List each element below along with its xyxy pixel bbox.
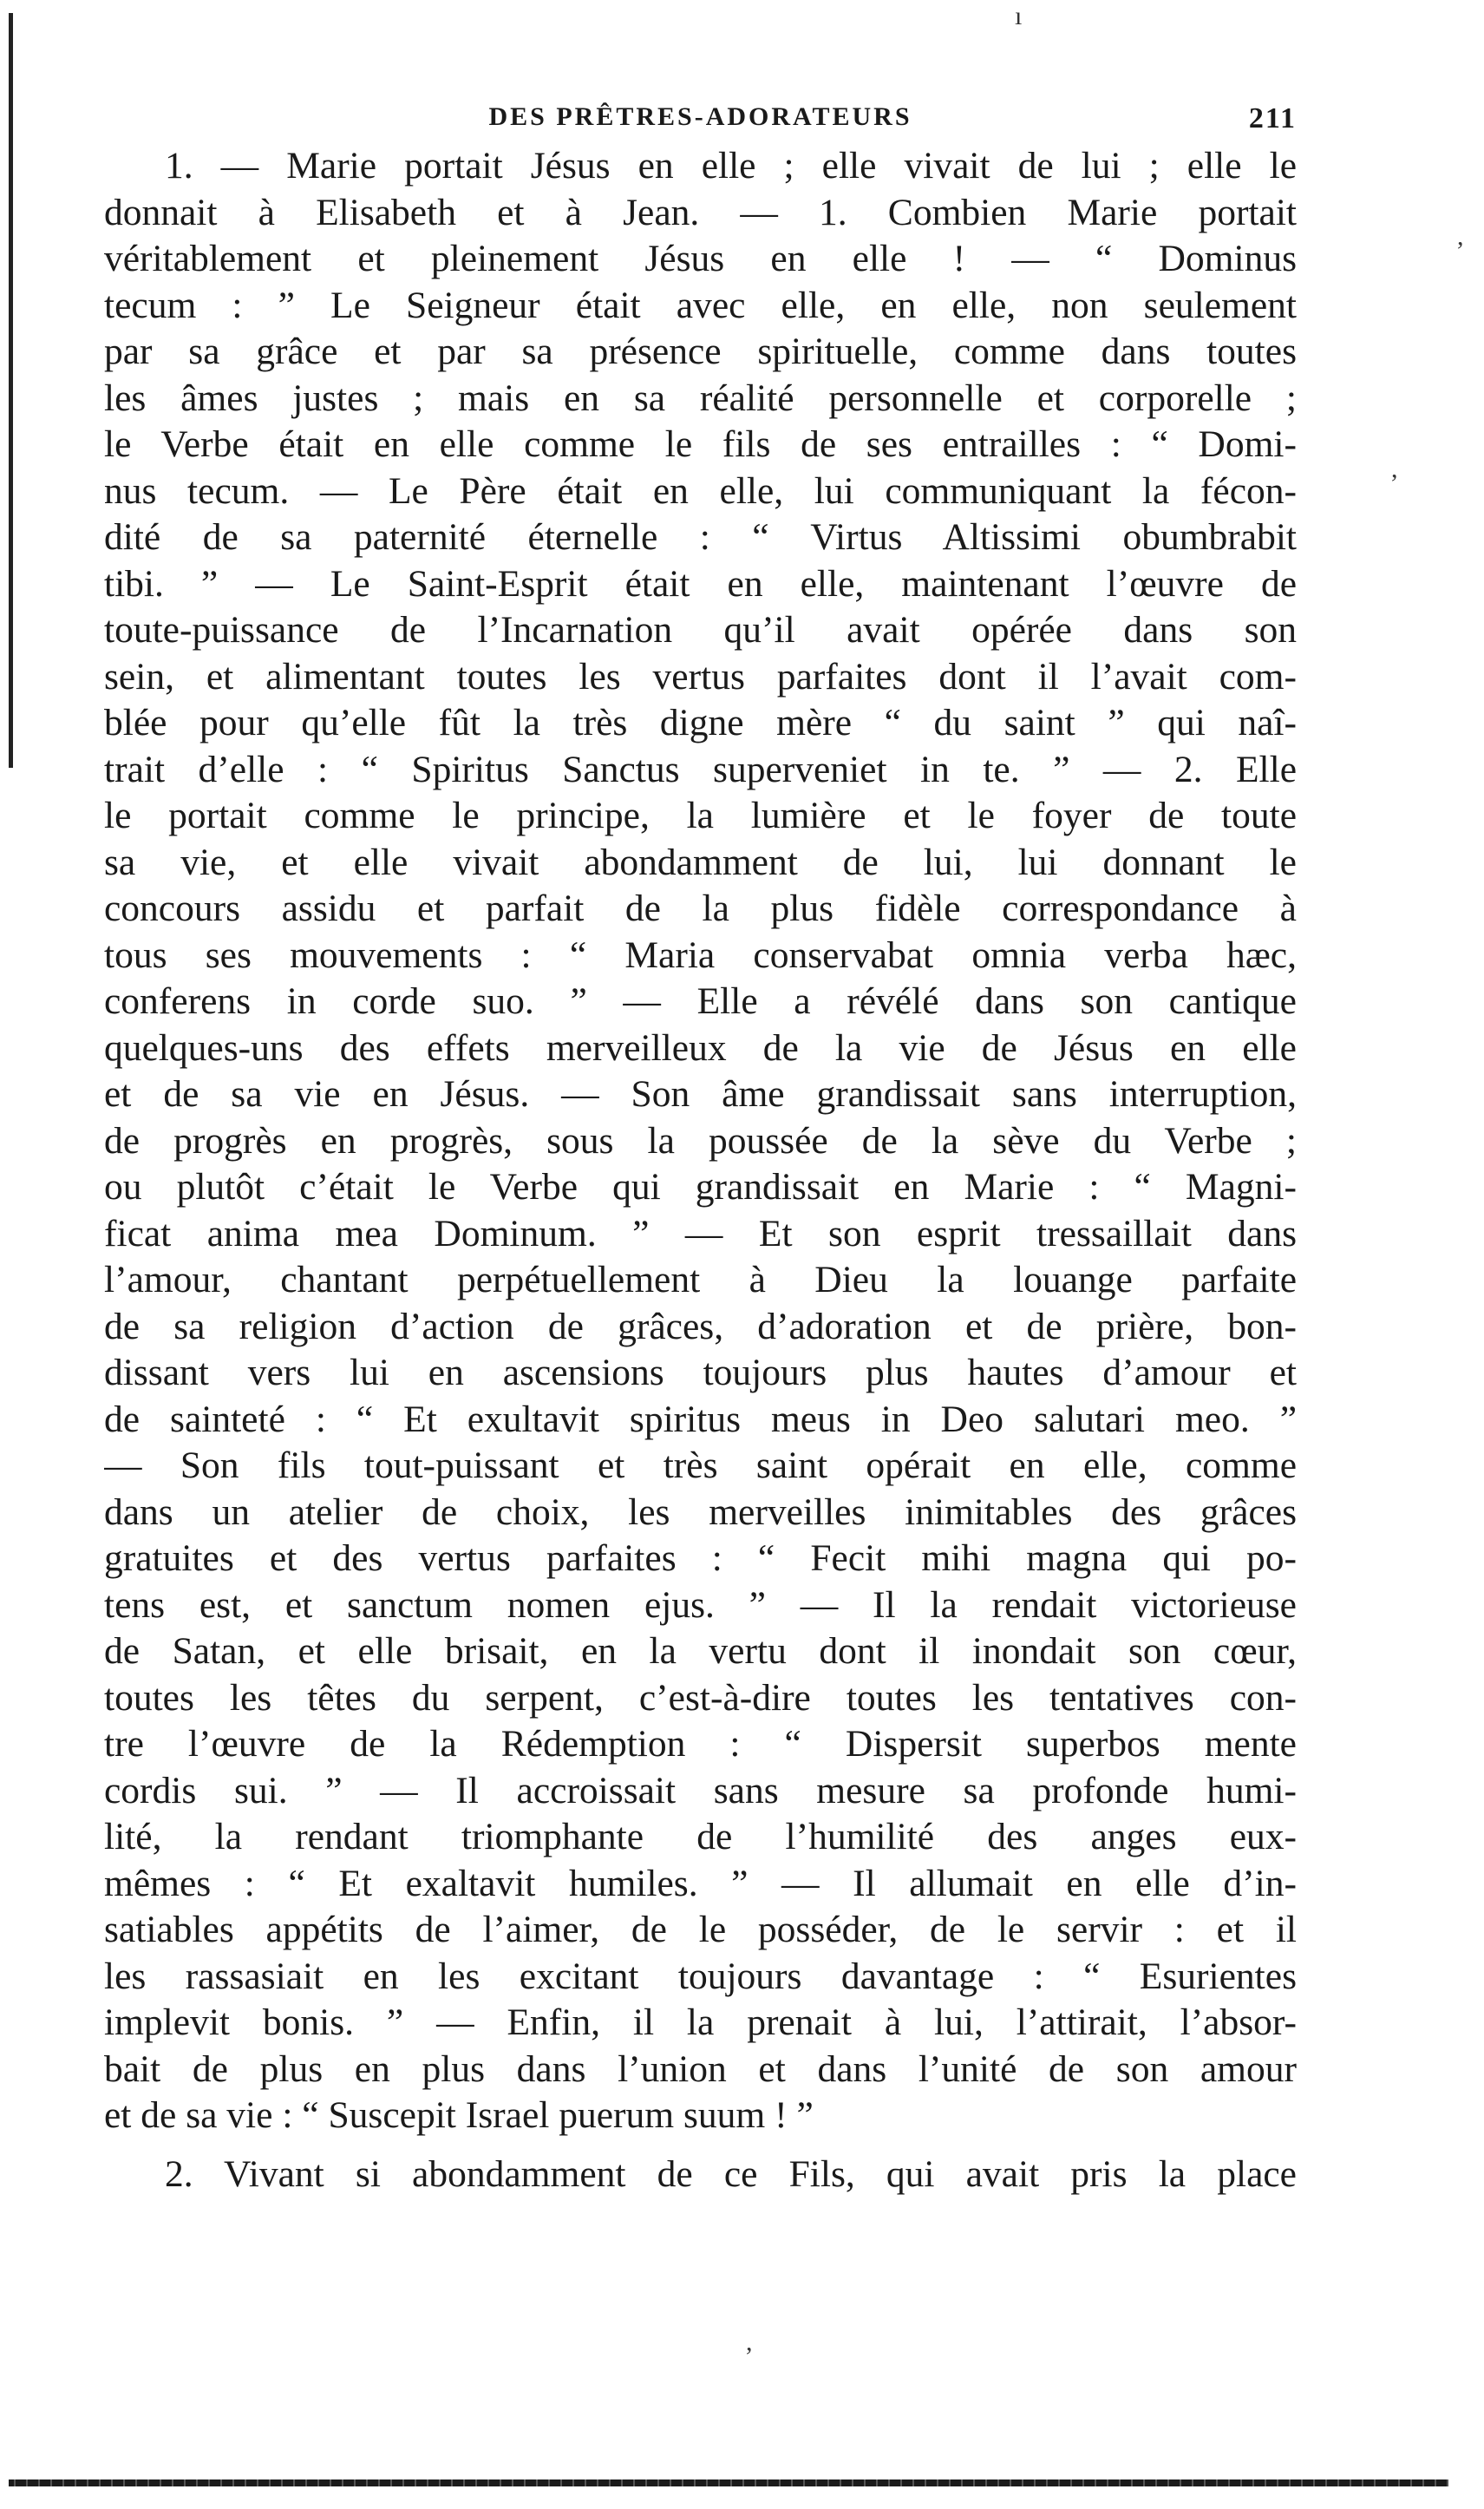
running-title: DES PRÊTRES-ADORATEURS: [488, 102, 912, 131]
text-line: concours assidu et parfait de la plus fidèle correspondance à: [104, 888, 1297, 929]
text-line: sein, et alimentant toutes les vertus parfaites dont il l’avait com-: [104, 655, 1297, 698]
page-number: 211: [1248, 102, 1297, 134]
paragraph-break: [104, 2139, 1297, 2152]
text-line: quelques-uns des effets merveilleux de la vie de Jésus en elle: [104, 1026, 1297, 1069]
text-line: de sa religion d’action de grâces, d’adoration et de prière, bon-: [104, 1305, 1297, 1347]
scan-speck: ,: [1457, 222, 1464, 251]
body-text: [104, 143, 1297, 2198]
text-line: bait de plus en plus dans l’union et dans l’unité de son amour: [104, 2047, 1297, 2090]
text-line: et de sa vie en Jésus. — Son âme grandissait sans interruption,: [104, 1073, 1297, 1115]
page-edge-rule: [9, 13, 13, 768]
text-line: gratuites et des vertus parfaites : “ Fecit mihi magna qui po-: [104, 1537, 1297, 1579]
text-line: le Verbe était en elle comme le fils de ses entrailles : “ Domi-: [104, 423, 1297, 465]
text-line: les âmes justes ; mais en sa réalité personnelle et corporelle ;: [104, 377, 1297, 419]
text-line: dans un atelier de choix, les merveilles inimitables des grâces: [104, 1490, 1297, 1533]
text-line: tibi. ” — Le Saint-Esprit était en elle, maintenant l’œuvre de: [104, 562, 1297, 605]
text-line: par sa grâce et par sa présence spirituelle, comme dans toutes: [104, 331, 1297, 372]
text-line: blée pour qu’elle fût la très digne mère “ du saint ” qui naî-: [104, 702, 1297, 744]
text-line: toutes les têtes du serpent, c’est-à-dire toutes les tentatives con-: [104, 1676, 1297, 1719]
scan-speck: ,: [746, 2328, 753, 2356]
text-line: tecum : ” Le Seigneur était avec elle, en elle, non seulement: [104, 284, 1297, 326]
scan-speck: ,: [1391, 455, 1398, 483]
text-line: 1. — Marie portait Jésus en elle ; elle vivait de lui ; elle le: [165, 145, 1297, 187]
text-line: tre l’œuvre de la Rédemption : “ Dispersit superbos mente: [104, 1723, 1297, 1765]
text-line: le portait comme le principe, la lumière et le foyer de toute: [104, 795, 1297, 836]
text-line: lité, la rendant triomphante de l’humilité des anges eux-: [104, 1816, 1297, 1857]
text-line: véritablement et pleinement Jésus en elle ! — “ Dominus: [104, 238, 1297, 279]
paragraph: [104, 2152, 1297, 2198]
text-line: ficat anima mea Dominum. ” — Et son esprit tressaillait dans: [104, 1212, 1297, 1254]
text-line: les rassasiait en les excitant toujours davantage : “ Esurientes: [104, 1955, 1297, 1997]
text-line: de Satan, et elle brisait, en la vertu dont il inondait son cœur,: [104, 1630, 1297, 1672]
text-line: satiables appétits de l’aimer, de le posséder, de le servir : et il: [104, 1909, 1297, 1950]
text-line: ou plutôt c’était le Verbe qui grandissait en Marie : “ Magni-: [104, 1166, 1297, 1208]
paragraph: [104, 143, 1297, 2139]
text-line: mêmes : “ Et exaltavit humiles. ” — Il allumait en elle d’in-: [104, 1862, 1297, 1904]
text-line: de sainteté : “ Et exultavit spiritus meus in Deo salutari meo. ”: [104, 1398, 1297, 1440]
text-line: 2. Vivant si abondamment de ce Fils, qui avait pris la place: [165, 2152, 1297, 2195]
text-line: dissant vers lui en ascensions toujours plus hautes d’amour et: [104, 1352, 1297, 1393]
text-line: sa vie, et elle vivait abondamment de lui, lui donnant le: [104, 841, 1297, 883]
text-line: toute-puissance de l’Incarnation qu’il avait opérée dans son: [104, 609, 1297, 651]
text-line: tens est, et sanctum nomen ejus. ” — Il la rendait victorieuse: [104, 1583, 1297, 1626]
page-bottom-edge: [9, 2480, 1448, 2486]
text-line: cordis sui. ” — Il accroissait sans mesure sa profonde humi-: [104, 1769, 1297, 1811]
text-line: dité de sa paternité éternelle : “ Virtus Altissimi obumbrabit: [104, 516, 1297, 558]
text-line: implevit bonis. ” — Enfin, il la prenait à lui, l’attirait, l’absor-: [104, 2001, 1297, 2043]
page-header: [104, 102, 1297, 146]
text-line: l’amour, chantant perpétuellement à Dieu la louange parfaite: [104, 1259, 1297, 1300]
text-line: de progrès en progrès, sous la poussée de la sève du Verbe ;: [104, 1119, 1297, 1162]
text-line: tous ses mouvements : “ Maria conservabat omnia verba hæc,: [104, 934, 1297, 976]
text-line: et de sa vie : “ Suscepit Israel puerum suum ! ”: [104, 2094, 814, 2136]
text-line: trait d’elle : “ Spiritus Sanctus superveniet in te. ” — 2. Elle: [104, 748, 1297, 790]
scan-speck: ı: [1015, 2, 1023, 30]
text-line: nus tecum. — Le Père était en elle, lui communiquant la fécon-: [104, 469, 1297, 512]
text-line: conferens in corde suo. ” — Elle a révélé dans son cantique: [104, 980, 1297, 1022]
text-line: donnait à Elisabeth et à Jean. — 1. Combien Marie portait: [104, 191, 1297, 233]
text-line: — Son fils tout-puissant et très saint opérait en elle, comme: [104, 1444, 1297, 1486]
